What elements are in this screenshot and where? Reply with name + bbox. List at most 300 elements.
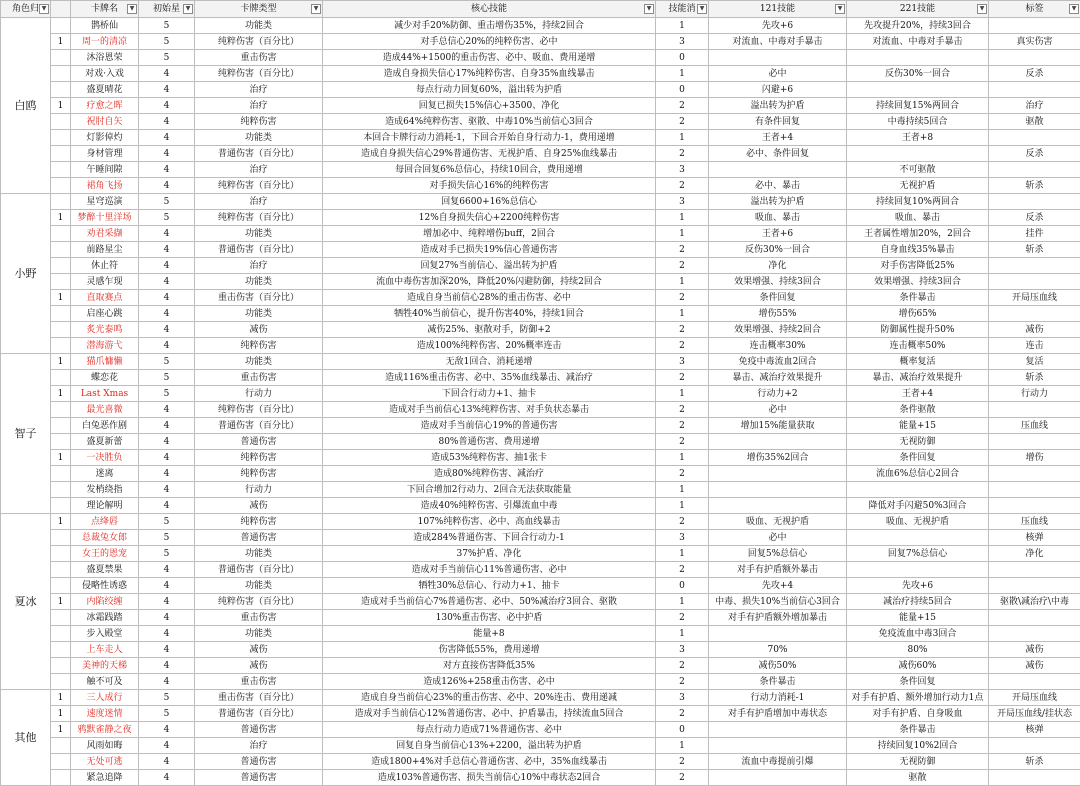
card-type-cell[interactable]: 功能类 (195, 578, 323, 594)
card-name-cell[interactable]: 速度迷情 (71, 706, 139, 722)
mark-cell[interactable] (51, 482, 71, 498)
initial-star-cell[interactable]: 4 (139, 114, 195, 130)
skill-121-cell[interactable]: 先攻+6 (709, 18, 847, 34)
mark-cell[interactable]: 1 (51, 98, 71, 114)
tag-cell[interactable]: 挂件 (989, 226, 1080, 242)
skill-221-cell[interactable]: 条件暴击 (847, 290, 989, 306)
mark-cell[interactable] (51, 754, 71, 770)
initial-star-cell[interactable]: 4 (139, 642, 195, 658)
card-type-cell[interactable]: 重击伤害 (195, 370, 323, 386)
skill-121-cell[interactable] (709, 466, 847, 482)
tag-cell[interactable]: 开局压血线 (989, 290, 1080, 306)
skill-cost-cell[interactable]: 1 (656, 626, 709, 642)
skill-221-cell[interactable] (847, 82, 989, 98)
skill-121-cell[interactable]: 中毒、损失10%当前信心3回合 (709, 594, 847, 610)
card-type-cell[interactable]: 普通伤害（百分比） (195, 242, 323, 258)
skill-221-cell[interactable]: 降低对手闪避50%3回合 (847, 498, 989, 514)
skill-121-cell[interactable]: 行动力消耗-1 (709, 690, 847, 706)
core-skill-cell[interactable]: 对手总信心20%的纯粹伤害、必中 (323, 34, 656, 50)
tag-cell[interactable] (989, 626, 1080, 642)
skill-221-cell[interactable] (847, 482, 989, 498)
core-skill-cell[interactable]: 对方直接伤害降低35% (323, 658, 656, 674)
skill-cost-cell[interactable]: 3 (656, 194, 709, 210)
core-skill-cell[interactable]: 造成对手当前信心11%普通伤害、必中 (323, 562, 656, 578)
core-skill-cell[interactable]: 造成对手当前信心19%的普通伤害 (323, 418, 656, 434)
tag-cell[interactable]: 净化 (989, 546, 1080, 562)
core-skill-cell[interactable]: 无敌1回合、消耗递增 (323, 354, 656, 370)
mark-cell[interactable] (51, 370, 71, 386)
skill-221-cell[interactable]: 吸血、暴击 (847, 210, 989, 226)
mark-cell[interactable]: 1 (51, 514, 71, 530)
initial-star-cell[interactable]: 4 (139, 610, 195, 626)
skill-221-cell[interactable]: 对手有护盾、自身吸血 (847, 706, 989, 722)
card-type-cell[interactable]: 重击伤害（百分比） (195, 690, 323, 706)
skill-cost-cell[interactable]: 1 (656, 738, 709, 754)
initial-star-cell[interactable]: 4 (139, 562, 195, 578)
dropdown-arrow-icon[interactable]: ▼ (1069, 4, 1079, 14)
mark-cell[interactable] (51, 82, 71, 98)
skill-cost-cell[interactable]: 1 (656, 546, 709, 562)
skill-221-cell[interactable]: 效果增强、持续3回合 (847, 274, 989, 290)
card-name-cell[interactable]: 女王的恩宠 (71, 546, 139, 562)
core-skill-cell[interactable]: 每点行动力造成71%普通伤害、必中 (323, 722, 656, 738)
initial-star-cell[interactable]: 4 (139, 258, 195, 274)
tag-cell[interactable]: 连击 (989, 338, 1080, 354)
mark-cell[interactable] (51, 146, 71, 162)
initial-star-cell[interactable]: 4 (139, 290, 195, 306)
mark-cell[interactable] (51, 610, 71, 626)
skill-221-cell[interactable]: 增伤65% (847, 306, 989, 322)
skill-221-cell[interactable]: 条件驱散 (847, 402, 989, 418)
tag-cell[interactable]: 减伤 (989, 658, 1080, 674)
mark-cell[interactable]: 1 (51, 594, 71, 610)
mark-cell[interactable]: 1 (51, 706, 71, 722)
card-type-cell[interactable]: 减伤 (195, 322, 323, 338)
mark-cell[interactable] (51, 642, 71, 658)
card-name-cell[interactable]: 对戏·入戏 (71, 66, 139, 82)
skill-121-cell[interactable]: 效果增强、持续2回合 (709, 322, 847, 338)
skill-cost-cell[interactable]: 1 (656, 386, 709, 402)
card-name-cell[interactable]: 三人成行 (71, 690, 139, 706)
initial-star-cell[interactable]: 4 (139, 402, 195, 418)
mark-cell[interactable] (51, 322, 71, 338)
skill-cost-cell[interactable]: 0 (656, 722, 709, 738)
core-skill-cell[interactable]: 造成284%普通伤害、下回合行动力-1 (323, 530, 656, 546)
skill-cost-cell[interactable]: 1 (656, 210, 709, 226)
card-type-cell[interactable]: 纯粹伤害 (195, 338, 323, 354)
skill-cost-cell[interactable]: 1 (656, 498, 709, 514)
skill-cost-cell[interactable]: 2 (656, 674, 709, 690)
dropdown-arrow-icon[interactable]: ▼ (39, 4, 49, 14)
skill-121-cell[interactable]: 回复5%总信心 (709, 546, 847, 562)
tag-cell[interactable]: 减伤 (989, 322, 1080, 338)
core-skill-cell[interactable]: 造成53%纯粹伤害、抽1张卡 (323, 450, 656, 466)
tag-cell[interactable] (989, 610, 1080, 626)
card-type-cell[interactable]: 纯粹伤害 (195, 466, 323, 482)
card-type-cell[interactable]: 功能类 (195, 226, 323, 242)
skill-cost-cell[interactable]: 3 (656, 530, 709, 546)
mark-cell[interactable] (51, 738, 71, 754)
core-skill-cell[interactable]: 造成44%+1500的重击伤害、必中、吸血、费用递增 (323, 50, 656, 66)
card-name-cell[interactable]: 星穹巡演 (71, 194, 139, 210)
card-name-cell[interactable]: 总裁兔女郎 (71, 530, 139, 546)
core-skill-cell[interactable]: 造成对手已损失19%信心普通伤害 (323, 242, 656, 258)
mark-cell[interactable] (51, 306, 71, 322)
card-type-cell[interactable]: 重击伤害 (195, 674, 323, 690)
tag-cell[interactable]: 斩杀 (989, 370, 1080, 386)
initial-star-cell[interactable]: 4 (139, 178, 195, 194)
skill-121-cell[interactable]: 效果增强、持续3回合 (709, 274, 847, 290)
card-name-cell[interactable]: 步入殿堂 (71, 626, 139, 642)
skill-221-cell[interactable]: 能量+15 (847, 418, 989, 434)
skill-cost-cell[interactable]: 2 (656, 370, 709, 386)
mark-cell[interactable] (51, 178, 71, 194)
mark-cell[interactable] (51, 434, 71, 450)
skill-221-cell[interactable]: 概率复活 (847, 354, 989, 370)
card-type-cell[interactable]: 重击伤害 (195, 610, 323, 626)
skill-121-cell[interactable]: 暴击、减治疗效果提升 (709, 370, 847, 386)
skill-cost-cell[interactable]: 2 (656, 338, 709, 354)
mark-cell[interactable] (51, 626, 71, 642)
card-type-cell[interactable]: 纯粹伤害（百分比） (195, 178, 323, 194)
card-name-cell[interactable]: 梦醉十里洋场 (71, 210, 139, 226)
initial-star-cell[interactable]: 4 (139, 498, 195, 514)
card-name-cell[interactable]: 美神的天梯 (71, 658, 139, 674)
card-type-cell[interactable]: 普通伤害（百分比） (195, 146, 323, 162)
card-name-cell[interactable]: 风雨如晦 (71, 738, 139, 754)
mark-cell[interactable] (51, 258, 71, 274)
skill-cost-cell[interactable]: 2 (656, 418, 709, 434)
card-name-cell[interactable]: 点绛唇 (71, 514, 139, 530)
header-skill-121[interactable]: 121技能 ▼ (709, 1, 847, 18)
core-skill-cell[interactable]: 造成64%纯粹伤害、驱散、中毒10%当前信心3回合 (323, 114, 656, 130)
initial-star-cell[interactable]: 5 (139, 690, 195, 706)
skill-221-cell[interactable]: 连击概率50% (847, 338, 989, 354)
tag-cell[interactable]: 反杀 (989, 210, 1080, 226)
card-name-cell[interactable]: Last Xmas (71, 386, 139, 402)
core-skill-cell[interactable]: 造成40%纯粹伤害、引爆流血中毒 (323, 498, 656, 514)
card-name-cell[interactable]: 潜海游弋 (71, 338, 139, 354)
card-type-cell[interactable]: 功能类 (195, 626, 323, 642)
skill-221-cell[interactable]: 对手有护盾、额外增加行动力1点 (847, 690, 989, 706)
mark-cell[interactable] (51, 162, 71, 178)
skill-221-cell[interactable] (847, 562, 989, 578)
skill-121-cell[interactable]: 必中 (709, 66, 847, 82)
card-name-cell[interactable]: 启座心跳 (71, 306, 139, 322)
skill-cost-cell[interactable]: 3 (656, 690, 709, 706)
card-name-cell[interactable]: 蝶恋花 (71, 370, 139, 386)
skill-221-cell[interactable]: 先攻提升20%，持续3回合 (847, 18, 989, 34)
skill-cost-cell[interactable]: 1 (656, 66, 709, 82)
initial-star-cell[interactable]: 4 (139, 226, 195, 242)
core-skill-cell[interactable]: 造成自身损失信心17%纯粹伤害、自身35%血线暴击 (323, 66, 656, 82)
skill-121-cell[interactable]: 70% (709, 642, 847, 658)
card-name-cell[interactable]: 裙角飞扬 (71, 178, 139, 194)
card-name-cell[interactable]: 鸦默雀静之夜 (71, 722, 139, 738)
skill-121-cell[interactable]: 必中、暴击 (709, 178, 847, 194)
mark-cell[interactable] (51, 338, 71, 354)
tag-cell[interactable] (989, 498, 1080, 514)
initial-star-cell[interactable]: 5 (139, 354, 195, 370)
card-name-cell[interactable]: 一决胜负 (71, 450, 139, 466)
card-type-cell[interactable]: 行动力 (195, 386, 323, 402)
card-name-cell[interactable]: 午睡间隙 (71, 162, 139, 178)
tag-cell[interactable]: 斩杀 (989, 242, 1080, 258)
skill-cost-cell[interactable]: 2 (656, 610, 709, 626)
card-name-cell[interactable]: 白兔恶作剧 (71, 418, 139, 434)
tag-cell[interactable] (989, 738, 1080, 754)
card-name-cell[interactable]: 触不可及 (71, 674, 139, 690)
tag-cell[interactable]: 反杀 (989, 66, 1080, 82)
header-role[interactable]: 角色归 ▼ (1, 1, 51, 18)
card-name-cell[interactable]: 无处可逃 (71, 754, 139, 770)
card-name-cell[interactable]: 迷离 (71, 466, 139, 482)
skill-221-cell[interactable]: 反伤30%一回合 (847, 66, 989, 82)
initial-star-cell[interactable]: 4 (139, 98, 195, 114)
skill-cost-cell[interactable]: 2 (656, 706, 709, 722)
skill-cost-cell[interactable]: 1 (656, 482, 709, 498)
skill-121-cell[interactable]: 对手有护盾增加中毒状态 (709, 706, 847, 722)
mark-cell[interactable] (51, 66, 71, 82)
skill-221-cell[interactable] (847, 50, 989, 66)
tag-cell[interactable] (989, 306, 1080, 322)
skill-121-cell[interactable]: 吸血、无视护盾 (709, 514, 847, 530)
skill-221-cell[interactable]: 自身血线35%暴击 (847, 242, 989, 258)
initial-star-cell[interactable]: 4 (139, 578, 195, 594)
core-skill-cell[interactable]: 牺牲30%总信心、行动力+1、抽卡 (323, 578, 656, 594)
card-type-cell[interactable]: 普通伤害 (195, 530, 323, 546)
card-name-cell[interactable]: 发梢绕指 (71, 482, 139, 498)
skill-221-cell[interactable]: 中毒持续5回合 (847, 114, 989, 130)
tag-cell[interactable] (989, 578, 1080, 594)
tag-cell[interactable]: 开局压血线 (989, 690, 1080, 706)
skill-121-cell[interactable]: 反伤30%一回合 (709, 242, 847, 258)
skill-121-cell[interactable]: 减伤50% (709, 658, 847, 674)
tag-cell[interactable]: 核弹 (989, 530, 1080, 546)
skill-cost-cell[interactable]: 3 (656, 354, 709, 370)
skill-221-cell[interactable]: 王者+8 (847, 130, 989, 146)
initial-star-cell[interactable]: 5 (139, 34, 195, 50)
card-type-cell[interactable]: 普通伤害（百分比） (195, 562, 323, 578)
skill-221-cell[interactable]: 先攻+6 (847, 578, 989, 594)
card-name-cell[interactable]: 周一的清凉 (71, 34, 139, 50)
skill-221-cell[interactable]: 无视防御 (847, 434, 989, 450)
initial-star-cell[interactable]: 4 (139, 450, 195, 466)
dropdown-arrow-icon[interactable]: ▼ (183, 4, 193, 14)
card-name-cell[interactable]: 直取赛点 (71, 290, 139, 306)
initial-star-cell[interactable]: 5 (139, 370, 195, 386)
initial-star-cell[interactable]: 5 (139, 530, 195, 546)
card-type-cell[interactable]: 治疗 (195, 98, 323, 114)
core-skill-cell[interactable]: 增加必中、纯粹增伤buff，2回合 (323, 226, 656, 242)
role-group-cell[interactable]: 其他 (1, 690, 51, 786)
skill-121-cell[interactable] (709, 482, 847, 498)
mark-cell[interactable] (51, 18, 71, 34)
skill-cost-cell[interactable]: 1 (656, 226, 709, 242)
header-tag[interactable]: 标签 ▼ (989, 1, 1080, 18)
header-skill-221[interactable]: 221技能 ▼ (847, 1, 989, 18)
tag-cell[interactable]: 驱散 (989, 114, 1080, 130)
core-skill-cell[interactable]: 牺牲40%当前信心，提升伤害40%，持续1回合 (323, 306, 656, 322)
core-skill-cell[interactable]: 造成116%重击伤害、必中、35%血线暴击、减治疗 (323, 370, 656, 386)
core-skill-cell[interactable]: 下回合增加2行动力、2回合无法获取能量 (323, 482, 656, 498)
core-skill-cell[interactable]: 37%护盾、净化 (323, 546, 656, 562)
skill-121-cell[interactable] (709, 626, 847, 642)
card-type-cell[interactable]: 功能类 (195, 18, 323, 34)
skill-221-cell[interactable]: 持续回复10%两回合 (847, 194, 989, 210)
skill-121-cell[interactable]: 流血中毒提前引爆 (709, 754, 847, 770)
dropdown-arrow-icon[interactable]: ▼ (127, 4, 137, 14)
card-name-cell[interactable]: 盛夏晴花 (71, 82, 139, 98)
core-skill-cell[interactable]: 造成对手当前信心13%纯粹伤害、对手负状态暴击 (323, 402, 656, 418)
skill-221-cell[interactable]: 免疫流血中毒3回合 (847, 626, 989, 642)
role-group-cell[interactable]: 智子 (1, 354, 51, 514)
card-name-cell[interactable]: 冰霜践踏 (71, 610, 139, 626)
card-name-cell[interactable]: 内陷绞缠 (71, 594, 139, 610)
mark-cell[interactable] (51, 498, 71, 514)
skill-cost-cell[interactable]: 2 (656, 466, 709, 482)
skill-cost-cell[interactable]: 2 (656, 98, 709, 114)
tag-cell[interactable] (989, 50, 1080, 66)
skill-121-cell[interactable]: 免疫中毒流血2回合 (709, 354, 847, 370)
core-skill-cell[interactable]: 回复自身当前信心13%+2200，溢出转为护盾 (323, 738, 656, 754)
skill-121-cell[interactable] (709, 434, 847, 450)
core-skill-cell[interactable]: 减伤25%、驱散对手，防御+2 (323, 322, 656, 338)
card-type-cell[interactable]: 功能类 (195, 130, 323, 146)
card-name-cell[interactable]: 盛夏禁果 (71, 562, 139, 578)
tag-cell[interactable]: 斩杀 (989, 754, 1080, 770)
skill-121-cell[interactable]: 必中 (709, 530, 847, 546)
core-skill-cell[interactable]: 造成对手当前信心7%普通伤害、必中、50%减治疗3回合、驱散 (323, 594, 656, 610)
tag-cell[interactable] (989, 258, 1080, 274)
skill-cost-cell[interactable]: 2 (656, 146, 709, 162)
initial-star-cell[interactable]: 5 (139, 386, 195, 402)
card-type-cell[interactable]: 治疗 (195, 194, 323, 210)
skill-221-cell[interactable]: 回复7%总信心 (847, 546, 989, 562)
skill-121-cell[interactable] (709, 738, 847, 754)
skill-221-cell[interactable]: 无视防御 (847, 754, 989, 770)
skill-cost-cell[interactable]: 2 (656, 322, 709, 338)
skill-cost-cell[interactable]: 1 (656, 306, 709, 322)
tag-cell[interactable] (989, 18, 1080, 34)
card-type-cell[interactable]: 普通伤害（百分比） (195, 706, 323, 722)
role-group-cell[interactable]: 白鸥 (1, 18, 51, 194)
skill-121-cell[interactable]: 净化 (709, 258, 847, 274)
core-skill-cell[interactable]: 造成自身当前信心23%的重击伤害、必中、20%连击、费用递减 (323, 690, 656, 706)
skill-cost-cell[interactable]: 1 (656, 594, 709, 610)
core-skill-cell[interactable]: 回复已损失15%信心+3500、净化 (323, 98, 656, 114)
skill-221-cell[interactable]: 不可驱散 (847, 162, 989, 178)
skill-221-cell[interactable]: 防御属性提升50% (847, 322, 989, 338)
mark-cell[interactable] (51, 770, 71, 786)
card-name-cell[interactable]: 灵感乍现 (71, 274, 139, 290)
core-skill-cell[interactable]: 下回合行动力+1、抽卡 (323, 386, 656, 402)
tag-cell[interactable] (989, 674, 1080, 690)
mark-cell[interactable] (51, 530, 71, 546)
card-name-cell[interactable]: 身材管理 (71, 146, 139, 162)
initial-star-cell[interactable]: 4 (139, 322, 195, 338)
initial-star-cell[interactable]: 4 (139, 626, 195, 642)
header-initial-star[interactable]: 初始星 ▼ (139, 1, 195, 18)
skill-121-cell[interactable]: 对手有护盾额外增加暴击 (709, 610, 847, 626)
card-type-cell[interactable]: 功能类 (195, 274, 323, 290)
mark-cell[interactable] (51, 418, 71, 434)
initial-star-cell[interactable]: 4 (139, 242, 195, 258)
skill-121-cell[interactable] (709, 498, 847, 514)
mark-cell[interactable]: 1 (51, 34, 71, 50)
mark-cell[interactable]: 1 (51, 450, 71, 466)
tag-cell[interactable] (989, 434, 1080, 450)
tag-cell[interactable]: 复活 (989, 354, 1080, 370)
tag-cell[interactable]: 开局压血线/挂状态 (989, 706, 1080, 722)
card-name-cell[interactable]: 祝肘自矢 (71, 114, 139, 130)
skill-121-cell[interactable]: 王者+6 (709, 226, 847, 242)
card-name-cell[interactable]: 上车走人 (71, 642, 139, 658)
card-type-cell[interactable]: 纯粹伤害 (195, 514, 323, 530)
skill-121-cell[interactable]: 溢出转为护盾 (709, 98, 847, 114)
header-card-type[interactable]: 卡牌类型 ▼ (195, 1, 323, 18)
skill-cost-cell[interactable]: 2 (656, 658, 709, 674)
mark-cell[interactable]: 1 (51, 290, 71, 306)
initial-star-cell[interactable]: 4 (139, 66, 195, 82)
card-type-cell[interactable]: 普通伤害 (195, 770, 323, 786)
card-type-cell[interactable]: 减伤 (195, 498, 323, 514)
skill-221-cell[interactable]: 减伤60% (847, 658, 989, 674)
skill-121-cell[interactable]: 增加15%能量获取 (709, 418, 847, 434)
skill-121-cell[interactable] (709, 722, 847, 738)
header-card-name[interactable]: 卡牌名 ▼ (71, 1, 139, 18)
initial-star-cell[interactable]: 5 (139, 546, 195, 562)
initial-star-cell[interactable]: 4 (139, 434, 195, 450)
skill-221-cell[interactable]: 流血6%总信心2回合 (847, 466, 989, 482)
core-skill-cell[interactable]: 造成80%纯粹伤害、减治疗 (323, 466, 656, 482)
skill-221-cell[interactable]: 条件回复 (847, 674, 989, 690)
card-name-cell[interactable]: 劝君采撷 (71, 226, 139, 242)
core-skill-cell[interactable]: 能量+8 (323, 626, 656, 642)
skill-cost-cell[interactable]: 2 (656, 434, 709, 450)
skill-221-cell[interactable]: 暴击、减治疗效果提升 (847, 370, 989, 386)
card-name-cell[interactable]: 最光喜微 (71, 402, 139, 418)
skill-121-cell[interactable]: 连击概率30% (709, 338, 847, 354)
initial-star-cell[interactable]: 4 (139, 594, 195, 610)
skill-cost-cell[interactable]: 1 (656, 130, 709, 146)
skill-121-cell[interactable]: 对手有护盾额外暴击 (709, 562, 847, 578)
tag-cell[interactable] (989, 162, 1080, 178)
mark-cell[interactable] (51, 194, 71, 210)
core-skill-cell[interactable]: 伤害降低55%，费用递增 (323, 642, 656, 658)
skill-121-cell[interactable]: 溢出转为护盾 (709, 194, 847, 210)
mark-cell[interactable] (51, 274, 71, 290)
core-skill-cell[interactable]: 减少对手20%防御、重击增伤35%，持续2回合 (323, 18, 656, 34)
core-skill-cell[interactable]: 每回合回复6%总信心，持续10回合，费用递增 (323, 162, 656, 178)
skill-cost-cell[interactable]: 2 (656, 770, 709, 786)
skill-cost-cell[interactable]: 1 (656, 450, 709, 466)
skill-cost-cell[interactable]: 2 (656, 514, 709, 530)
skill-221-cell[interactable]: 王者属性增加20%，2回合 (847, 226, 989, 242)
skill-121-cell[interactable]: 对流血、中毒对手暴击 (709, 34, 847, 50)
initial-star-cell[interactable]: 4 (139, 306, 195, 322)
tag-cell[interactable] (989, 402, 1080, 418)
initial-star-cell[interactable]: 4 (139, 738, 195, 754)
skill-221-cell[interactable]: 王者+4 (847, 386, 989, 402)
skill-121-cell[interactable]: 增伤55% (709, 306, 847, 322)
core-skill-cell[interactable]: 80%普通伤害、费用递增 (323, 434, 656, 450)
tag-cell[interactable]: 增伤 (989, 450, 1080, 466)
core-skill-cell[interactable]: 流血中毒伤害加深20%，降低20%闪避防御，持续2回合 (323, 274, 656, 290)
skill-cost-cell[interactable]: 2 (656, 290, 709, 306)
initial-star-cell[interactable]: 4 (139, 338, 195, 354)
mark-cell[interactable] (51, 562, 71, 578)
